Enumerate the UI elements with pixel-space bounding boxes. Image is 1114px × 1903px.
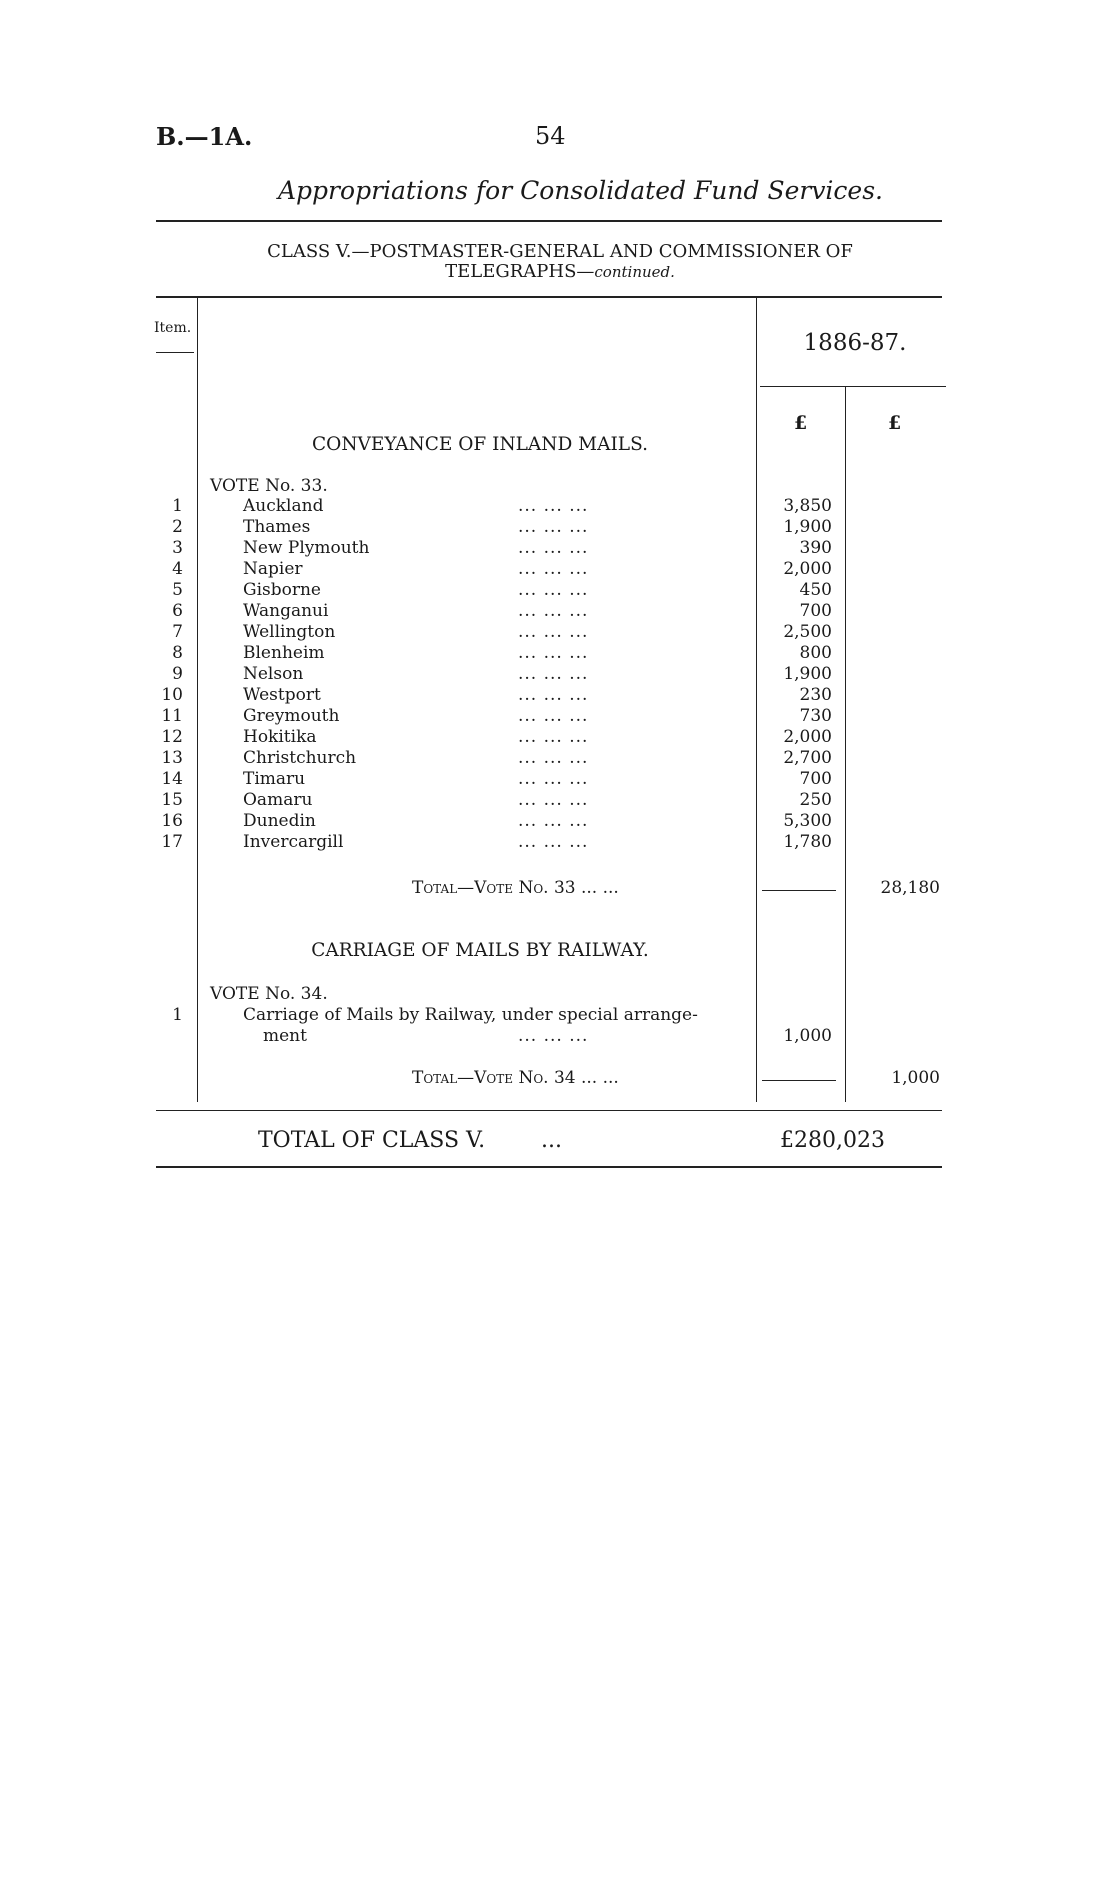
grand-total-amount: £280,023 xyxy=(780,1128,885,1153)
row-dots: ... ... ... xyxy=(518,748,589,768)
row-num: 2 xyxy=(172,517,183,537)
item-column-rule xyxy=(197,296,198,1102)
row-dots: ... ... ... xyxy=(518,601,589,621)
row-name: Greymouth xyxy=(243,706,340,726)
rule-table-top xyxy=(156,296,942,298)
row-name: Nelson xyxy=(243,664,304,684)
vote-33-total-amount: 28,180 xyxy=(880,878,940,898)
railway-row-amount: 1,000 xyxy=(783,1026,832,1046)
row-num: 9 xyxy=(172,664,183,684)
page-subtitle: Appropriations for Consolidated Fund Services. xyxy=(278,176,884,205)
row-amount: 700 xyxy=(799,769,832,789)
row-amount: 730 xyxy=(799,706,832,726)
row-name: Blenheim xyxy=(243,643,325,663)
row-name: Westport xyxy=(243,685,321,705)
row-name: Oamaru xyxy=(243,790,313,810)
row-dots: ... ... ... xyxy=(518,706,589,726)
page-number: 54 xyxy=(535,122,566,150)
row-amount: 450 xyxy=(799,580,832,600)
railway-row-description: Carriage of Mails by Railway, under special arrange- xyxy=(243,1005,698,1025)
class-title-line1: CLASS V.—POSTMASTER-GENERAL AND COMMISSIONER OF xyxy=(267,241,853,262)
row-num: 16 xyxy=(161,811,183,831)
amount-column-left-rule xyxy=(756,296,757,1102)
row-amount: 2,000 xyxy=(783,727,832,747)
row-dots: ... ... ... xyxy=(518,664,589,684)
item-header-underline xyxy=(156,352,194,353)
row-name: Thames xyxy=(243,517,311,537)
row-dots: ... ... ... xyxy=(518,832,589,852)
row-amount: 3,850 xyxy=(783,496,832,516)
amount-column-mid-rule xyxy=(845,386,846,1102)
row-amount: 700 xyxy=(799,601,832,621)
grand-total-label: TOTAL OF CLASS V. ... xyxy=(258,1128,563,1153)
class-title-suffix: continued. xyxy=(594,263,675,281)
row-num: 5 xyxy=(172,580,183,600)
row-dots: ... ... ... xyxy=(518,790,589,810)
row-dots: ... ... ... xyxy=(518,538,589,558)
row-dots: ... ... ... xyxy=(518,727,589,747)
railway-row-dots: ... ... ... xyxy=(518,1026,589,1046)
row-amount: 2,500 xyxy=(783,622,832,642)
vote-33-total-dash xyxy=(762,890,836,891)
class-title-line2 xyxy=(160,262,960,282)
year-header-underline xyxy=(760,386,946,387)
row-name: Wanganui xyxy=(243,601,329,621)
row-num: 15 xyxy=(161,790,183,810)
row-num: 17 xyxy=(161,832,183,852)
row-num: 13 xyxy=(161,748,183,768)
rule-before-grand-total xyxy=(156,1110,942,1111)
section-heading-inland-mails: CONVEYANCE OF INLAND MAILS. xyxy=(312,434,648,455)
row-name: Hokitika xyxy=(243,727,317,747)
row-name: Dunedin xyxy=(243,811,316,831)
vote-34-total-amount: 1,000 xyxy=(891,1068,940,1088)
row-dots: ... ... ... xyxy=(518,580,589,600)
row-num: 12 xyxy=(161,727,183,747)
row-num: 6 xyxy=(172,601,183,621)
class-title-main: TELEGRAPHS— xyxy=(445,261,595,282)
row-name: Gisborne xyxy=(243,580,321,600)
row-dots: ... ... ... xyxy=(518,496,589,516)
row-name: New Plymouth xyxy=(243,538,370,558)
section-heading-railway: CARRIAGE OF MAILS BY RAILWAY. xyxy=(311,940,649,961)
row-name: Auckland xyxy=(243,496,324,516)
row-dots: ... ... ... xyxy=(518,622,589,642)
row-amount: 2,700 xyxy=(783,748,832,768)
row-num: 1 xyxy=(172,496,183,516)
row-amount: 800 xyxy=(799,643,832,663)
vote-33-label: VOTE No. 33. xyxy=(210,476,328,496)
rule-top xyxy=(156,220,942,222)
row-num: 14 xyxy=(161,769,183,789)
row-name: Timaru xyxy=(243,769,306,789)
row-amount: 1,780 xyxy=(783,832,832,852)
row-dots: ... ... ... xyxy=(518,769,589,789)
row-amount: 2,000 xyxy=(783,559,832,579)
vote-34-label: VOTE No. 34. xyxy=(210,984,328,1004)
rule-bottom xyxy=(156,1166,942,1168)
row-amount: 1,900 xyxy=(783,664,832,684)
row-name: Napier xyxy=(243,559,303,579)
row-dots: ... ... ... xyxy=(518,559,589,579)
document-reference: B.—1A. xyxy=(156,122,253,151)
row-amount: 250 xyxy=(799,790,832,810)
row-name: Christchurch xyxy=(243,748,357,768)
currency-header-1: £ xyxy=(794,412,808,434)
row-amount: 5,300 xyxy=(783,811,832,831)
row-dots: ... ... ... xyxy=(518,517,589,537)
row-num: 11 xyxy=(161,706,183,726)
currency-header-2: £ xyxy=(888,412,902,434)
row-amount: 390 xyxy=(799,538,832,558)
vote-34-total-label: Total—Vote No. 34 ... ... xyxy=(412,1068,619,1088)
row-num: 7 xyxy=(172,622,183,642)
row-name: Invercargill xyxy=(243,832,344,852)
row-amount: 1,900 xyxy=(783,517,832,537)
row-amount: 230 xyxy=(799,685,832,705)
railway-row-num: 1 xyxy=(172,1005,183,1025)
row-num: 10 xyxy=(161,685,183,705)
vote-33-total-label: Total—Vote No. 33 ... ... xyxy=(412,878,619,898)
row-num: 8 xyxy=(172,643,183,663)
year-column-header: 1886-87. xyxy=(803,330,907,356)
vote-34-total-dash xyxy=(762,1080,836,1081)
row-dots: ... ... ... xyxy=(518,685,589,705)
row-num: 4 xyxy=(172,559,183,579)
item-column-header: Item. xyxy=(154,320,192,336)
row-name: Wellington xyxy=(243,622,336,642)
row-dots: ... ... ... xyxy=(518,643,589,663)
railway-row-description-cont: ment xyxy=(263,1026,307,1046)
row-dots: ... ... ... xyxy=(518,811,589,831)
row-num: 3 xyxy=(172,538,183,558)
